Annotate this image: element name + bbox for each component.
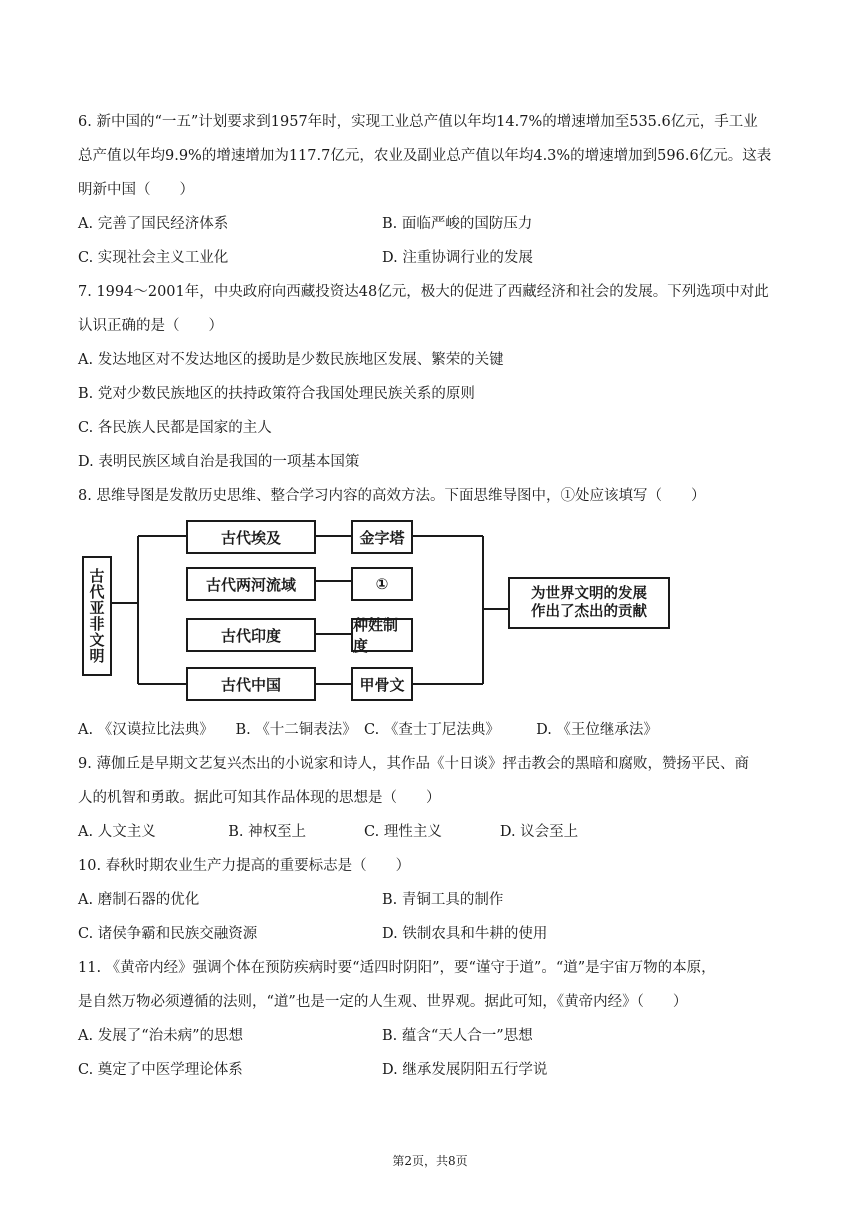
q7-option-a: A. 发达地区对不发达地区的援助是少数民族地区发展、繁荣的关键 [78,352,504,368]
item-box-caste: 种姓制度 [351,618,413,652]
q6-option-d: D. 注重协调行业的发展 [382,250,533,266]
result-box [508,577,670,629]
q7-option-b: B. 党对少数民族地区的扶持政策符合我国处理民族关系的原则 [78,386,475,402]
q6-stem-line2: 总产值以年均9.9%的增速增加为117.7亿元，农业及副业总产值以年均4.3%的增速增加到596.6亿元。这表 [78,148,772,164]
civ-box-india: 古代印度 [186,618,316,652]
civ-box-mesopotamia: 古代两河流域 [186,567,316,601]
q8-stem-line1: 8. 思维导图是发散历史思维、整合学习内容的高效方法。下面思维导图中，①处应该填写（ ） [78,488,706,504]
q6-stem-line3: 明新中国（ ） [78,182,194,198]
q9-options: A. 人文主义 B. 神权至上 C. 理性主义 D. 议会至上 [78,824,579,840]
civ-box-egypt: 古代埃及 [186,520,316,554]
q10-option-b: B. 青铜工具的制作 [382,892,504,908]
item-box-pyramid: 金字塔 [351,520,413,554]
q6-option-c: C. 实现社会主义工业化 [78,250,229,266]
q11-option-c: C. 奠定了中医学理论体系 [78,1062,243,1078]
q7-option-d: D. 表明民族区域自治是我国的一项基本国策 [78,454,360,470]
q10-option-c: C. 诸侯争霸和民族交融资源 [78,926,258,942]
page-footer: 第2页，共8页 [392,1154,468,1168]
q10-stem-line1: 10. 春秋时期农业生产力提高的重要标志是（ ） [78,858,411,874]
q9-stem-line1: 9. 薄伽丘是早期文艺复兴杰出的小说家和诗人，其作品《十日谈》抨击教会的黑暗和腐败，赞扬平民、商 [78,756,749,772]
result-line2: 作出了杰出的贡献 [531,604,647,620]
result-line1: 为世界文明的发展 [531,586,647,602]
item-box-oracle-bone: 甲骨文 [351,667,413,701]
civ-box-china: 古代中国 [186,667,316,701]
q7-stem-line1: 7. 1994～2001年，中央政府向西藏投资达48亿元，极大的促进了西藏经济和社会的发展。下列选项中对此 [78,284,769,300]
q6-option-a: A. 完善了国民经济体系 [78,216,229,232]
q11-stem-line2: 是自然万物必须遵循的法则，“道”也是一定的人生观、世界观。据此可知，《黄帝内经》（ ） [78,994,688,1010]
root-box: 古代亚非文明 [82,556,112,676]
q6-stem-line1: 6. 新中国的“一五”计划要求到1957年时，实现工业总产值以年均14.7%的增速增加至535.6亿元，手工业 [78,114,758,130]
mind-map-diagram [78,517,678,705]
q11-option-b: B. 蕴含“天人合一”思想 [382,1028,533,1044]
q10-option-d: D. 铁制农具和牛耕的使用 [382,926,548,942]
item-box-blank: ① [351,567,413,601]
q11-option-d: D. 继承发展阴阳五行学说 [382,1062,548,1078]
q9-stem-line2: 人的机智和勇敢。据此可知其作品体现的思想是（ ） [78,790,441,806]
q11-stem-line1: 11. 《黄帝内经》强调个体在预防疾病时要“适四时阴阳”，要“谨守于道”。“道”是宇宙万物的本原， [78,960,716,976]
q7-option-c: C. 各民族人民都是国家的主人 [78,420,272,436]
q6-option-b: B. 面临严峻的国防压力 [382,216,533,232]
q10-option-a: A. 磨制石器的优化 [78,892,200,908]
q7-stem-line2: 认识正确的是（ ） [78,318,223,334]
q11-option-a: A. 发展了“治未病”的思想 [78,1028,244,1044]
q8-options: A. 《汉谟拉比法典》 B. 《十二铜表法》 C. 《查士丁尼法典》 D. 《王位继承法》 [78,722,658,738]
